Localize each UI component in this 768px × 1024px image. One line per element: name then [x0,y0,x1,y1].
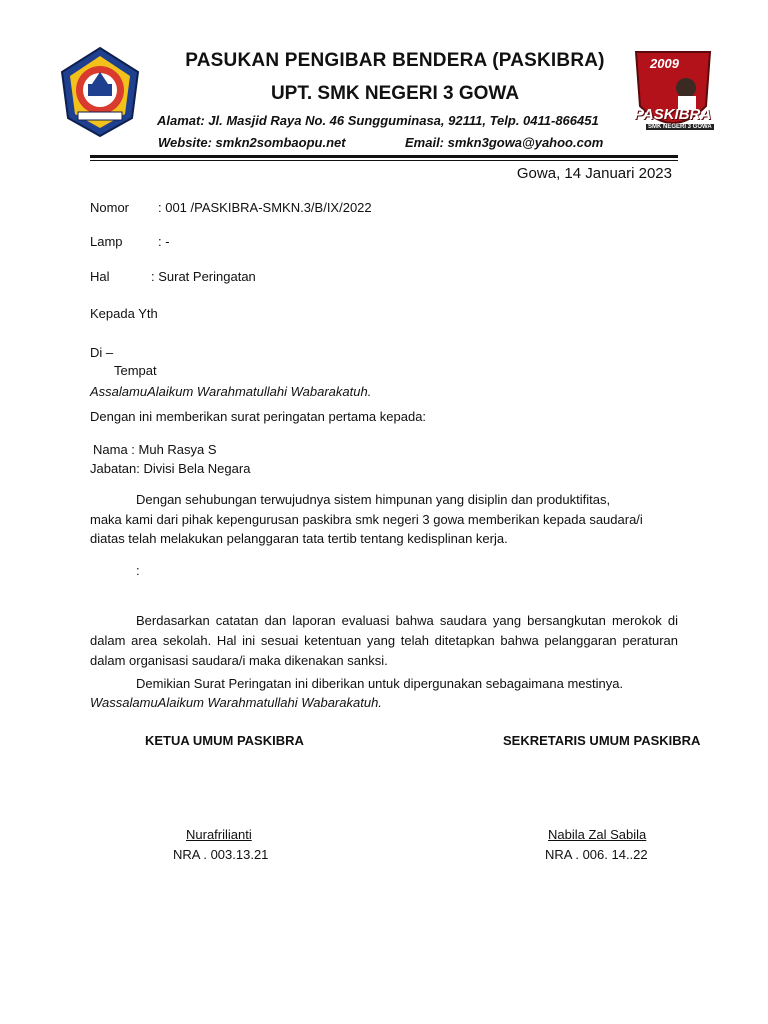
hal-value: : Surat Peringatan [151,269,256,284]
header-rule-thick [90,155,678,158]
paragraph-2: Berdasarkan catatan dan laporan evaluasi bahwa saudara yang bersangkutan merokok di dalam area sekolah. Hal ini sesuai ketentuan yang telah ditetapkan bahwa pelanggaran peraturan dalam organisasi saudara/i maka dikenakan sanksi. [90,613,678,668]
closing-line: Demikian Surat Peringatan ini diberikan untuk dipergunakan sebagaimana mestinya. [136,676,624,691]
intro-line: Dengan ini memberikan surat peringatan pertama kepada: [90,409,427,424]
paragraph-1-line-1: Dengan sehubungan terwujudnya sistem himpunan yang disiplin dan produktifitas, [136,492,611,507]
lamp-label: Lamp [90,234,123,249]
recipient-kepada: Kepada Yth [90,306,158,321]
school-crest-logo [58,46,142,138]
nomor-value: : 001 /PASKIBRA-SMKN.3/B/IX/2022 [158,200,372,215]
left-signer-nra: NRA . 003.13.21 [173,847,269,862]
right-signer-nra: NRA . 006. 14..22 [545,847,648,862]
farewell: WassalamuAlaikum Warahmatullahi Wabarakatuh. [90,695,382,710]
nomor-label: Nomor [90,200,130,215]
recipient-position: Jabatan: Divisi Bela Negara [90,461,251,476]
greeting: AssalamuAlaikum Warahmatullahi Wabarakatuh. [90,384,372,399]
paskibra-logo [628,44,718,140]
recipient-name: Nama : Muh Rasya S [93,442,217,457]
recipient-di: Di – [90,345,114,360]
right-signature-title: SEKRETARIS UMUM PASKIBRA [503,733,701,748]
paragraph-1-line-3: diatas telah melakukan pelanggaran tata tertib tentang kedisplinan kerja. [90,531,508,546]
letter-date: Gowa, 14 Januari 2023 [516,165,672,182]
recipient-tempat: Tempat [114,363,157,378]
hal-label: Hal [90,269,110,284]
letterhead-email: Email: smkn3gowa@yahoo.com [405,135,604,150]
paragraph-1-line-2: maka kami dari pihak kepengurusan paskibra smk negeri 3 gowa memberikan kepada saudara/i [90,512,643,527]
letterhead-title-2: UPT. SMK NEGERI 3 GOWA [270,83,520,104]
letterhead-title-1: PASUKAN PENGIBAR BENDERA (PASKIBRA) [185,50,605,71]
logo-word: PASKIBRA [634,106,712,123]
logo-year: 2009 [650,56,679,71]
letterhead-website: Website: smkn2sombaopu.net [158,135,346,150]
lamp-value: : - [158,234,170,249]
left-signature-title: KETUA UMUM PASKIBRA [145,733,304,748]
colon-line: : [136,563,140,578]
letterhead-address: Alamat: Jl. Masjid Raya No. 46 Sungguminasa, 92111, Telp. 0411-866451 [157,113,599,128]
right-signer-name: Nabila Zal Sabila [548,827,647,842]
left-signer-name: Nurafrilianti [186,827,252,842]
logo-ribbon: SMK NEGERI 3 GOWA [648,124,712,130]
header-rule-thin [90,160,678,161]
